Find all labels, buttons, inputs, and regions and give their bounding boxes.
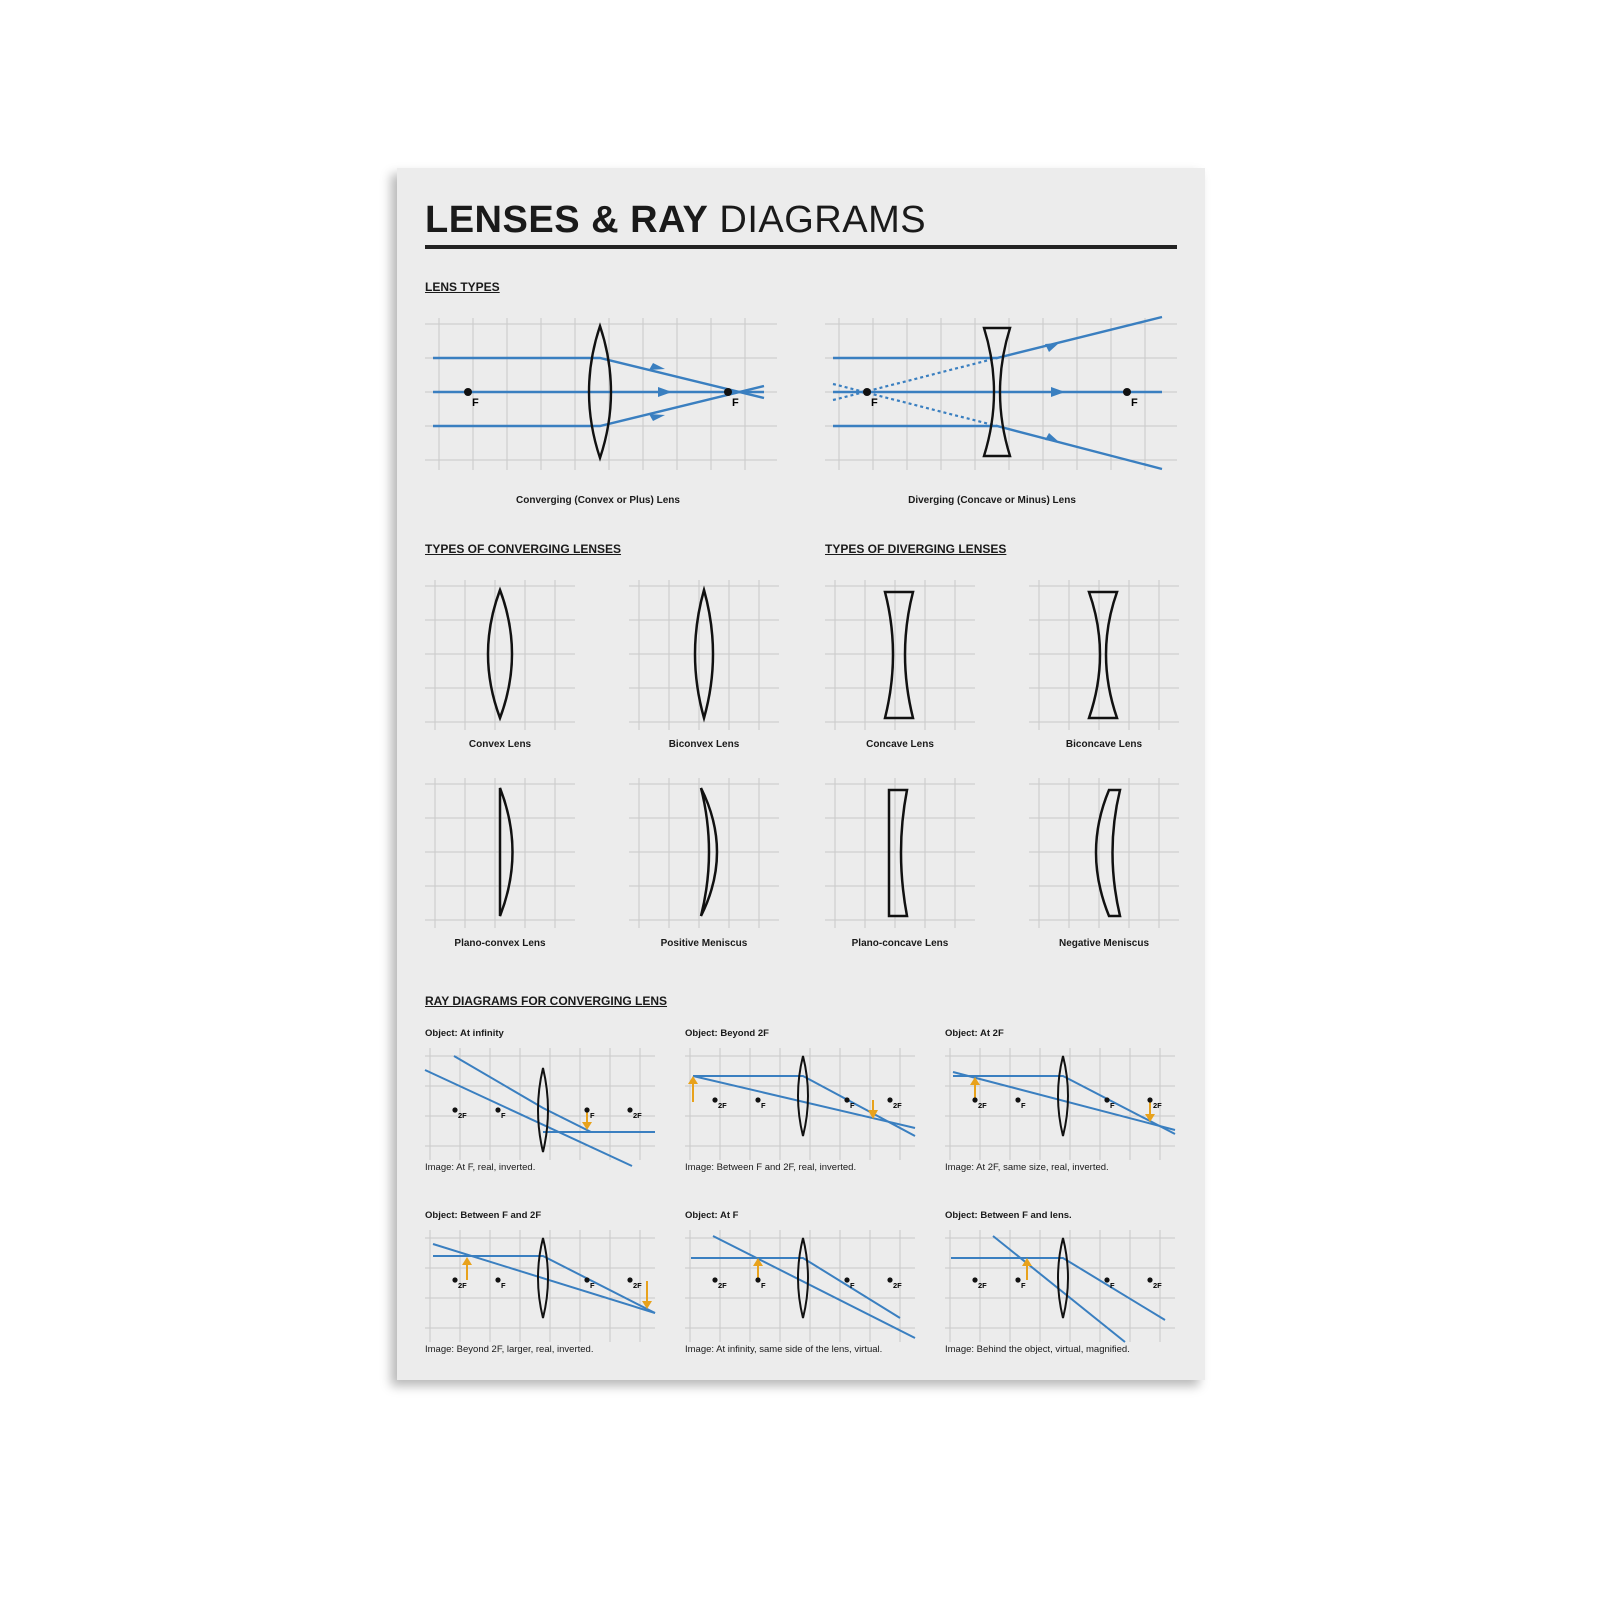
ray-diagram-at-2f bbox=[945, 1048, 1175, 1166]
page-title bbox=[425, 198, 926, 242]
ray-diagram-object-label: Object: Beyond 2F bbox=[685, 1028, 769, 1039]
two-f-label: 2F bbox=[633, 1281, 642, 1290]
two-f-label: 2F bbox=[978, 1281, 987, 1290]
ray-diagram-image-caption: Image: At F, real, inverted. bbox=[425, 1162, 536, 1173]
ray-diagram-image-caption: Image: Beyond 2F, larger, real, inverted. bbox=[425, 1344, 594, 1355]
ray-diagram-object-label: Object: At infinity bbox=[425, 1028, 504, 1039]
ray-diagram-object-label: Object: At F bbox=[685, 1210, 739, 1221]
f-label: F bbox=[850, 1101, 855, 1110]
section-heading-converging-types: TYPES OF CONVERGING LENSES bbox=[425, 542, 622, 556]
ray-diagram-object-label: Object: Between F and 2F bbox=[425, 1210, 542, 1221]
title-bold: LENSES & RAY bbox=[425, 199, 709, 241]
ray-diagram-beyond-2f bbox=[685, 1048, 915, 1166]
converging-lens-diagram bbox=[425, 318, 777, 478]
two-f-label: 2F bbox=[633, 1111, 642, 1120]
lens-type-caption: Concave Lens bbox=[866, 739, 934, 750]
f-label: F bbox=[590, 1281, 595, 1290]
convex-lens-diagram bbox=[425, 580, 575, 732]
lens-type-caption: Biconcave Lens bbox=[1065, 739, 1143, 750]
f-label: F bbox=[501, 1111, 506, 1120]
ray-diagram-between-f-and-lens bbox=[945, 1230, 1175, 1348]
f-label: F bbox=[501, 1281, 506, 1290]
two-f-label: 2F bbox=[893, 1281, 902, 1290]
f-label: F bbox=[1110, 1101, 1115, 1110]
ray-diagram-at-f bbox=[685, 1230, 915, 1348]
focal-label: F bbox=[472, 397, 479, 409]
two-f-label: 2F bbox=[458, 1111, 467, 1120]
two-f-label: 2F bbox=[978, 1101, 987, 1110]
focal-label: F bbox=[1131, 397, 1138, 409]
ray-diagram-image-caption: Image: Behind the object, virtual, magnified. bbox=[945, 1344, 1130, 1355]
biconvex-lens-diagram bbox=[629, 580, 779, 732]
ray-diagram-object-label: Object: Between F and lens. bbox=[945, 1210, 1072, 1221]
concave-lens-diagram bbox=[825, 580, 975, 732]
negative-meniscus-diagram bbox=[1029, 778, 1179, 930]
section-heading-lens-types: LENS TYPES bbox=[425, 280, 500, 294]
positive-meniscus-diagram bbox=[629, 778, 779, 930]
section-heading-ray-diagrams: RAY DIAGRAMS FOR CONVERGING LENS bbox=[425, 994, 668, 1008]
focal-label: F bbox=[871, 397, 878, 409]
ray-diagram-between-f-and-2f bbox=[425, 1230, 655, 1348]
lens-type-caption: Positive Meniscus bbox=[660, 938, 748, 949]
f-label: F bbox=[1110, 1281, 1115, 1290]
ray-diagram-image-caption: Image: At infinity, same side of the lens, virtual. bbox=[685, 1344, 883, 1355]
two-f-label: 2F bbox=[1153, 1281, 1162, 1290]
ray-diagram-image-caption: Image: At 2F, same size, real, inverted. bbox=[945, 1162, 1109, 1173]
ray-diagram-image-caption: Image: Between F and 2F, real, inverted. bbox=[685, 1162, 857, 1173]
title-rule bbox=[425, 245, 1177, 249]
f-label: F bbox=[1021, 1101, 1026, 1110]
two-f-label: 2F bbox=[1153, 1101, 1162, 1110]
lens-type-caption: Plano-concave Lens bbox=[851, 938, 949, 949]
f-label: F bbox=[590, 1111, 595, 1120]
poster bbox=[397, 168, 1205, 1380]
two-f-label: 2F bbox=[718, 1101, 727, 1110]
ray-diagram-object-label: Object: At 2F bbox=[945, 1028, 1004, 1039]
lens-type-caption: Convex Lens bbox=[468, 739, 532, 750]
f-label: F bbox=[1021, 1281, 1026, 1290]
lens-type-caption: Biconvex Lens bbox=[668, 739, 740, 750]
diverging-lens-diagram bbox=[825, 318, 1177, 478]
section-heading-diverging-types: TYPES OF DIVERGING LENSES bbox=[825, 542, 1007, 556]
f-label: F bbox=[850, 1281, 855, 1290]
title-light: DIAGRAMS bbox=[719, 199, 927, 241]
two-f-label: 2F bbox=[893, 1101, 902, 1110]
focal-label: F bbox=[732, 397, 739, 409]
biconcave-lens-diagram bbox=[1029, 580, 1179, 732]
lens-type-caption: Negative Meniscus bbox=[1058, 938, 1150, 949]
f-label: F bbox=[761, 1281, 766, 1290]
converging-lens-caption: Converging (Convex or Plus) Lens bbox=[516, 495, 680, 506]
plano-convex-lens-diagram bbox=[425, 778, 575, 930]
f-label: F bbox=[761, 1101, 766, 1110]
plano-concave-lens-diagram bbox=[825, 778, 975, 930]
diverging-lens-caption: Diverging (Concave or Minus) Lens bbox=[908, 495, 1076, 506]
ray-diagram-at-infinity bbox=[425, 1048, 655, 1166]
two-f-label: 2F bbox=[458, 1281, 467, 1290]
two-f-label: 2F bbox=[718, 1281, 727, 1290]
lens-type-caption: Plano-convex Lens bbox=[454, 938, 546, 949]
